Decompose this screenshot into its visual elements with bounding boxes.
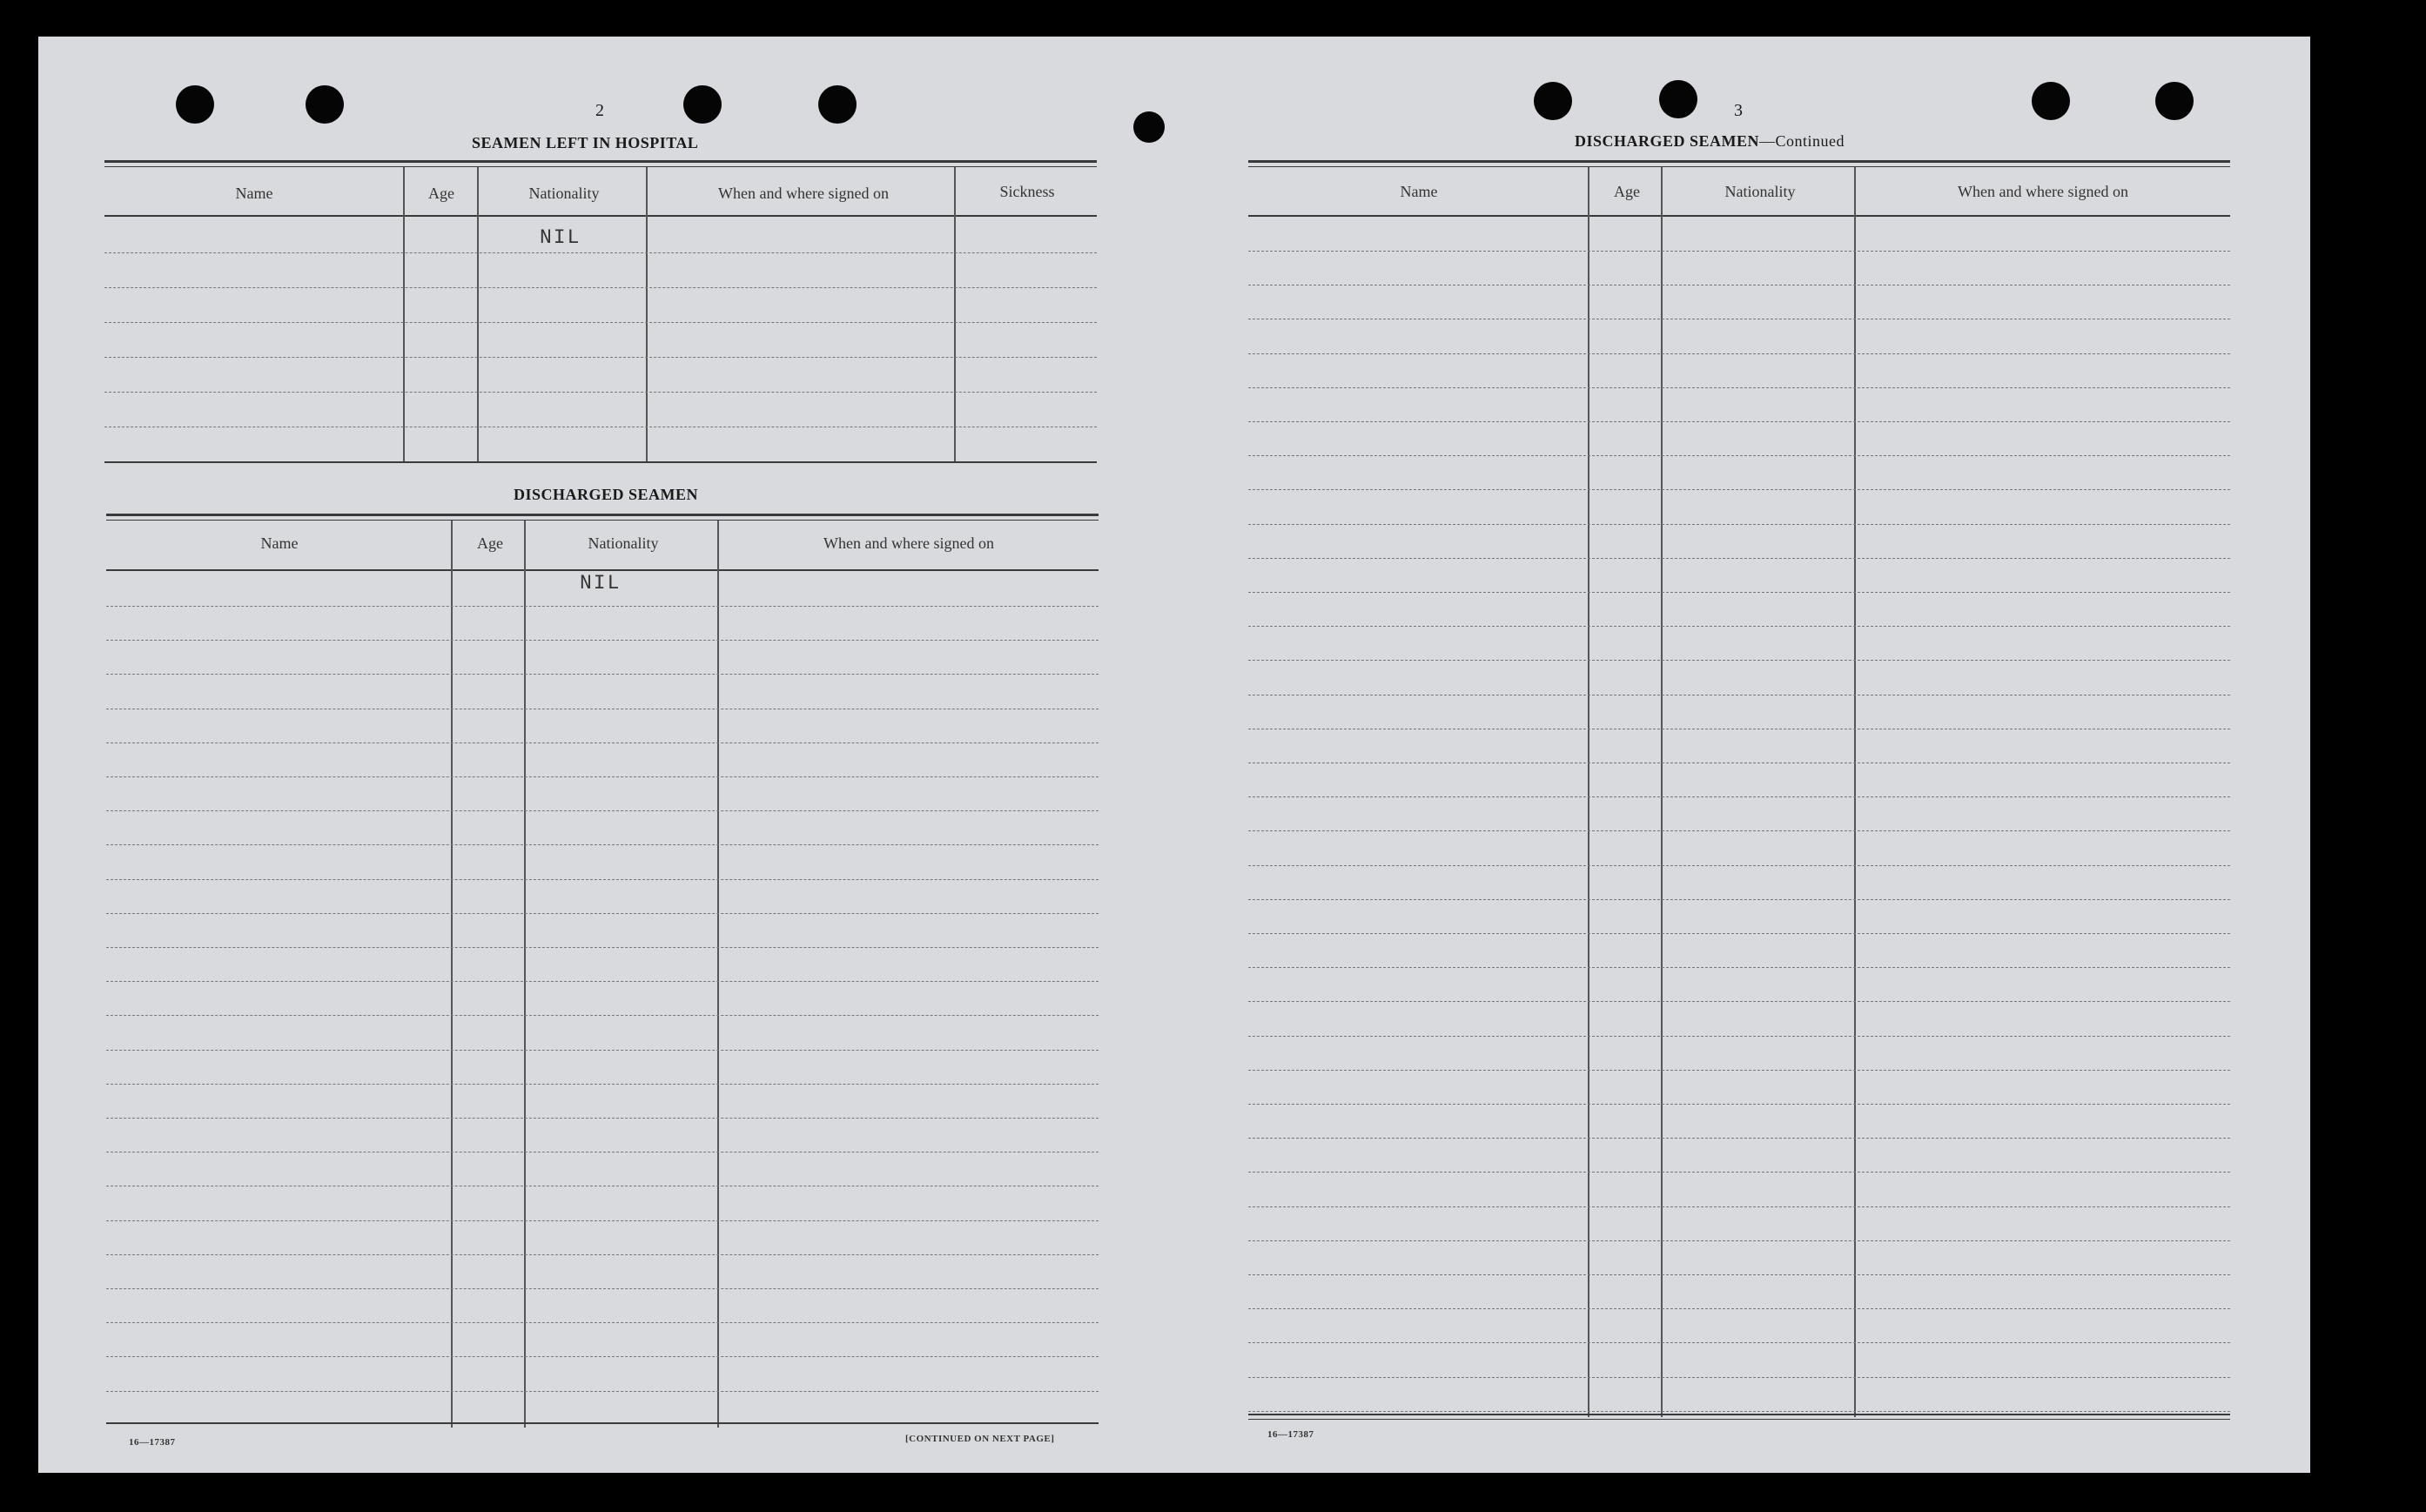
right-col-divider: [1661, 167, 1663, 1417]
hospital-header-signed-on: When and where signed on: [718, 185, 889, 202]
hospital-nil-entry: NIL: [540, 226, 581, 249]
hospital-header-age: Age: [428, 185, 454, 202]
row-line: [1248, 865, 2230, 866]
row-line: [106, 844, 1099, 845]
row-line: [1248, 1377, 2230, 1378]
row-line: [1248, 933, 2230, 934]
row-line: [1248, 796, 2230, 797]
row-line: [1248, 1240, 2230, 1241]
hospital-col-divider: [403, 167, 405, 463]
right-col-divider: [1588, 167, 1589, 1417]
continued-note: [CONTINUED ON NEXT PAGE]: [905, 1434, 1055, 1444]
punch-hole: [683, 85, 722, 124]
discharged-top-rule-2: [106, 520, 1099, 521]
punch-hole: [818, 85, 857, 124]
discharged-header-signed-on: When and where signed on: [823, 534, 994, 552]
hospital-col-divider: [646, 167, 648, 463]
discharged-header-age: Age: [477, 534, 503, 552]
hospital-top-rule: [104, 160, 1097, 163]
punch-hole: [1133, 111, 1165, 143]
row-line: [106, 913, 1099, 914]
hospital-row-line: [104, 252, 1097, 253]
row-line: [1248, 660, 2230, 661]
row-line: [1248, 558, 2230, 559]
hospital-header-rule: [104, 215, 1097, 217]
hospital-row-line: [104, 357, 1097, 358]
right-bottom-rule: [1248, 1414, 2230, 1415]
right-col-divider: [1854, 167, 1856, 1417]
row-line: [1248, 1138, 2230, 1139]
right-section-title: [1575, 132, 1845, 151]
discharged-nil-entry: NIL: [580, 572, 622, 595]
hospital-row-line: [104, 392, 1097, 393]
row-line: [1248, 967, 2230, 968]
row-line: [106, 640, 1099, 641]
right-header-signed-on: When and where signed on: [1958, 183, 2128, 200]
row-line: [106, 810, 1099, 811]
row-line: [1248, 1308, 2230, 1309]
right-title-text: DISCHARGED SEAMEN: [1575, 132, 1760, 150]
hospital-col-divider: [477, 167, 479, 463]
discharged-col-divider: [717, 521, 719, 1428]
right-header-rule: [1248, 215, 2230, 217]
row-line: [106, 1288, 1099, 1289]
row-line: [1248, 455, 2230, 456]
discharged-bottom-rule: [106, 1422, 1099, 1424]
right-top-rule-2: [1248, 166, 2230, 167]
hospital-bottom-rule: [104, 461, 1097, 463]
hospital-row-line: [104, 287, 1097, 288]
discharged-col-divider: [524, 521, 526, 1428]
row-line: [1248, 489, 2230, 490]
discharged-col-divider: [451, 521, 453, 1428]
left-form-number: 16—17387: [129, 1437, 176, 1448]
row-line: [1248, 1172, 2230, 1173]
row-line: [1248, 353, 2230, 354]
right-page-number: 3: [1734, 101, 1743, 120]
row-line: [1248, 251, 2230, 252]
right-header-nationality: Nationality: [1724, 183, 1796, 200]
row-line: [1248, 387, 2230, 388]
row-line: [106, 674, 1099, 675]
row-line: [1248, 695, 2230, 696]
punch-hole: [1534, 82, 1572, 120]
punch-hole: [176, 85, 214, 124]
row-line: [1248, 1104, 2230, 1105]
row-line: [1248, 1411, 2230, 1412]
row-line: [106, 1220, 1099, 1221]
discharged-header-rule: [106, 569, 1099, 571]
row-line: [106, 1254, 1099, 1255]
right-title-suffix: —Continued: [1759, 132, 1845, 150]
row-line: [106, 981, 1099, 982]
row-line: [106, 1050, 1099, 1051]
row-line: [106, 1015, 1099, 1016]
hospital-header-name: Name: [235, 185, 273, 202]
row-line: [106, 1391, 1099, 1392]
right-bottom-rule-2: [1248, 1419, 2230, 1420]
row-line: [1248, 626, 2230, 627]
row-line: [1248, 285, 2230, 286]
row-line: [1248, 1070, 2230, 1071]
row-line: [1248, 524, 2230, 525]
right-header-name: Name: [1400, 183, 1438, 200]
hospital-col-divider: [954, 167, 956, 463]
row-line: [106, 879, 1099, 880]
row-line: [106, 1084, 1099, 1085]
row-line: [1248, 421, 2230, 422]
row-line: [106, 947, 1099, 948]
row-line: [1248, 1036, 2230, 1037]
discharged-header-name: Name: [260, 534, 299, 552]
row-line: [106, 606, 1099, 607]
hospital-row-line: [104, 322, 1097, 323]
punch-hole: [2032, 82, 2070, 120]
right-header-age: Age: [1614, 183, 1640, 200]
punch-hole: [2155, 82, 2194, 120]
row-line: [1248, 1274, 2230, 1275]
discharged-header-nationality: Nationality: [588, 534, 659, 552]
row-line: [1248, 592, 2230, 593]
row-line: [1248, 899, 2230, 900]
left-page-number: 2: [595, 101, 604, 120]
punch-hole: [1659, 80, 1697, 118]
punch-hole: [306, 85, 344, 124]
row-line: [1248, 1206, 2230, 1207]
row-line: [106, 1118, 1099, 1119]
right-form-number: 16—17387: [1267, 1429, 1314, 1440]
document-sheet: [38, 37, 2310, 1473]
row-line: [1248, 830, 2230, 831]
row-line: [106, 776, 1099, 777]
hospital-header-sickness: Sickness: [999, 183, 1055, 200]
hospital-header-nationality: Nationality: [528, 185, 600, 202]
discharged-top-rule: [106, 514, 1099, 516]
row-line: [1248, 1342, 2230, 1343]
right-top-rule: [1248, 160, 2230, 163]
hospital-section-title: SEAMEN LEFT IN HOSPITAL: [472, 134, 699, 151]
row-line: [106, 1322, 1099, 1323]
discharged-section-title: DISCHARGED SEAMEN: [514, 486, 699, 503]
hospital-top-rule-2: [104, 166, 1097, 167]
row-line: [106, 1356, 1099, 1357]
row-line: [1248, 1001, 2230, 1002]
